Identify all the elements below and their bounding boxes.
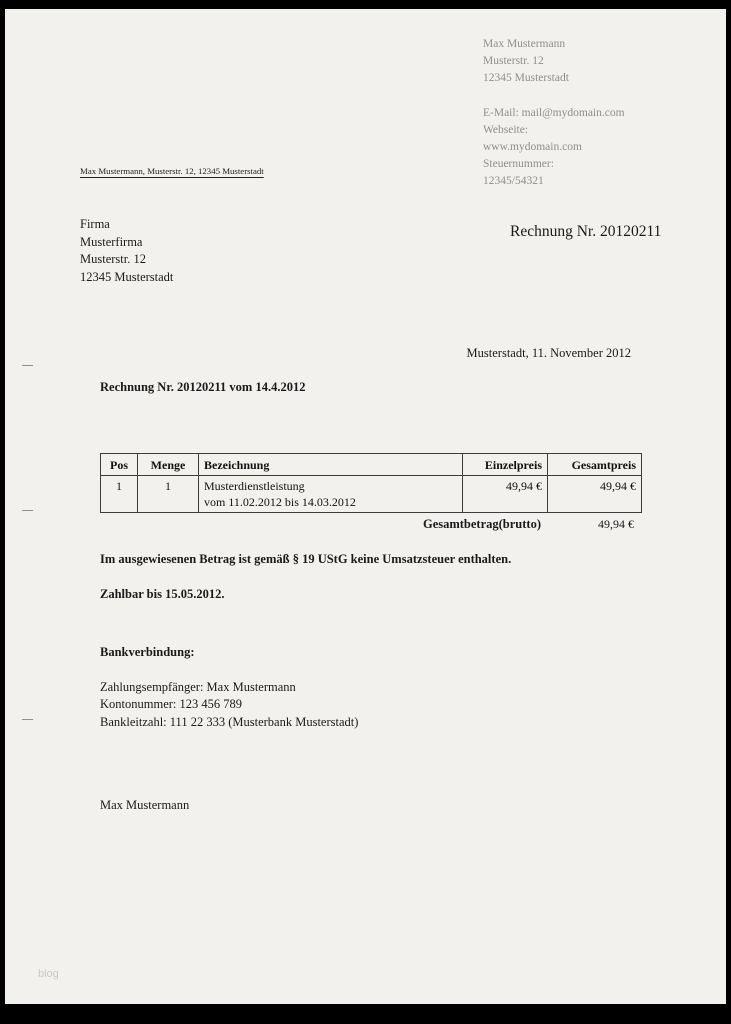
invoice-subject: Rechnung Nr. 20120211 vom 14.4.2012 (100, 380, 306, 394)
item-description-line-2: vom 11.02.2012 bis 14.03.2012 (204, 495, 356, 509)
sender-block (483, 36, 625, 191)
recipient-line-4: 12345 Musterstadt (80, 269, 174, 284)
sender-website: www.mydomain.com (483, 141, 582, 154)
col-header-bezeichnung: Bezeichnung (199, 454, 463, 476)
sender-gap (483, 88, 625, 105)
bank-details-block (100, 679, 358, 731)
recipient-line-2: Musterfirma (80, 234, 143, 249)
tax-exemption-note: Im ausgewiesenen Betrag ist gemäß § 19 UStG keine Umsatzsteuer enthalten. (100, 552, 512, 566)
sender-street: Musterstr. 12 (483, 55, 544, 68)
cell-bezeichnung (199, 476, 463, 513)
invoice-items-table (100, 453, 642, 513)
return-address: Max Mustermann, Musterstr. 12, 12345 Musterstadt (80, 166, 264, 176)
total-row (100, 517, 641, 535)
cell-einzelpreis: 49,94 € (463, 476, 548, 513)
signature-name: Max Mustermann (100, 798, 190, 812)
recipient-block (80, 216, 173, 286)
col-header-einzelpreis: Einzelpreis (463, 454, 548, 476)
date-line: Musterstadt, 11. November 2012 (466, 346, 631, 360)
sender-taxnumber: 12345/54321 (483, 175, 544, 188)
cell-pos: 1 (101, 476, 138, 513)
bank-account-number: Kontonummer: 123 456 789 (100, 697, 243, 712)
col-header-menge: Menge (138, 454, 199, 476)
fold-mark-middle (22, 510, 33, 511)
sender-name: Max Mustermann (483, 38, 566, 50)
invoice-page (5, 9, 726, 1004)
col-header-pos: Pos (101, 454, 138, 476)
sender-website-label: Webseite: (483, 123, 529, 136)
bank-details-heading: Bankverbindung: (100, 645, 195, 659)
sender-email: E-Mail: mail@mydomain.com (483, 106, 625, 119)
fold-mark-bottom (22, 719, 33, 720)
cell-gesamtpreis: 49,94 € (548, 476, 642, 513)
bank-code: Bankleitzahl: 111 22 333 (Musterbank Musterstadt) (100, 714, 359, 729)
total-label: Gesamtbetrag(brutto) (422, 517, 541, 531)
item-description-line-1: Musterdienstleistung (204, 479, 305, 493)
cell-menge: 1 (138, 476, 199, 513)
total-value: 49,94 € (598, 517, 634, 531)
sender-taxnumber-label: Steuernummer: (483, 158, 554, 171)
table-header-row (101, 454, 642, 476)
recipient-line-3: Musterstr. 12 (80, 252, 146, 266)
recipient-line-1: Firma (80, 217, 110, 231)
fold-mark-top (22, 365, 33, 366)
payment-due-note: Zahlbar bis 15.05.2012. (100, 587, 225, 601)
invoice-number-heading: Rechnung Nr. 20120211 (510, 223, 662, 240)
watermark-text: blog (38, 968, 59, 980)
bank-payee: Zahlungsempfänger: Max Mustermann (100, 680, 296, 694)
table-row (101, 476, 642, 513)
sender-city: 12345 Musterstadt (483, 72, 569, 85)
col-header-gesamtpreis: Gesamtpreis (548, 454, 642, 476)
